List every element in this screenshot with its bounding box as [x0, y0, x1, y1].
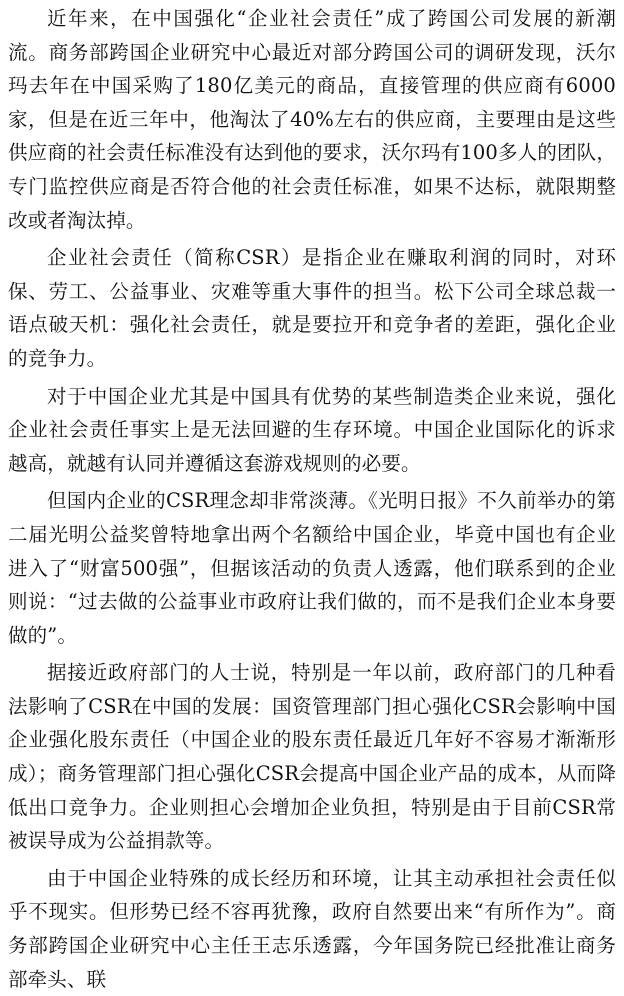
paragraph-2: 企业社会责任（简称CSR）是指企业在赚取利润的同时，对环保、劳工、公益事业、灾难等重大事件的担当。松下公司全球总裁一语点破天机：强化社会责任，就是要拉开和竞争者的差距，强化企业的竞争力。 [8, 246, 616, 370]
paragraph-4: 但国内企业的CSR理念却非常淡薄。《光明日报》不久前举办的第二届光明公益奖曾特地拿出两个名额给中国企业，毕竟中国也有企业进入了“财富500强”，但据该活动的负责人透露，他们联系到的企业则说：“过去做的公益事业市政府让我们做的，而不是我们企业本身要做的”。 [8, 489, 616, 647]
paragraph-5: 据接近政府部门的人士说，特别是一年以前，政府部门的几种看法影响了CSR在中国的发展：国资管理部门担心强化CSR会影响中国企业强化股东责任（中国企业的股东责任最近几年好不容易才渐渐形成）；商务管理部门担心强化CSR会提高中国企业产品的成本，从而降低出口竞争力。企业则担心会增加企业负担，特别是由于目前CSR常被误导成为公益捐款等。 [8, 661, 616, 853]
paragraph-3: 对于中国企业尤其是中国具有优势的某些制造类企业来说，强化企业社会责任事实上是无法回避的生存环境。中国企业国际化的诉求越高，就越有认同并遵循这套游戏规则的必要。 [8, 384, 616, 475]
paragraph-1: 近年来，在中国强化“企业社会责任”成了跨国公司发展的新潮流。商务部跨国企业研究中心最近对部分跨国公司的调研发现，沃尔玛去年在中国采购了180亿美元的商品，直接管理的供应商有6000家，但是在近三年中，他淘汰了40%左右的供应商，主要理由是这些供应商的社会责任标准没有达到他的要求，沃尔玛有100多人的团队，专门监控供应商是否符合他的社会责任标准，如果不达标，就限期整改或者淘汰掉。 [8, 7, 616, 232]
paragraph-6: 由于中国企业特殊的成长经历和环境，让其主动承担社会责任似乎不现实。但形势已经不容再犹豫，政府自然要出来“有所作为”。商务部跨国企业研究中心主任王志乐透露，今年国务院已经批准让商务部牵头、联 [8, 866, 616, 991]
